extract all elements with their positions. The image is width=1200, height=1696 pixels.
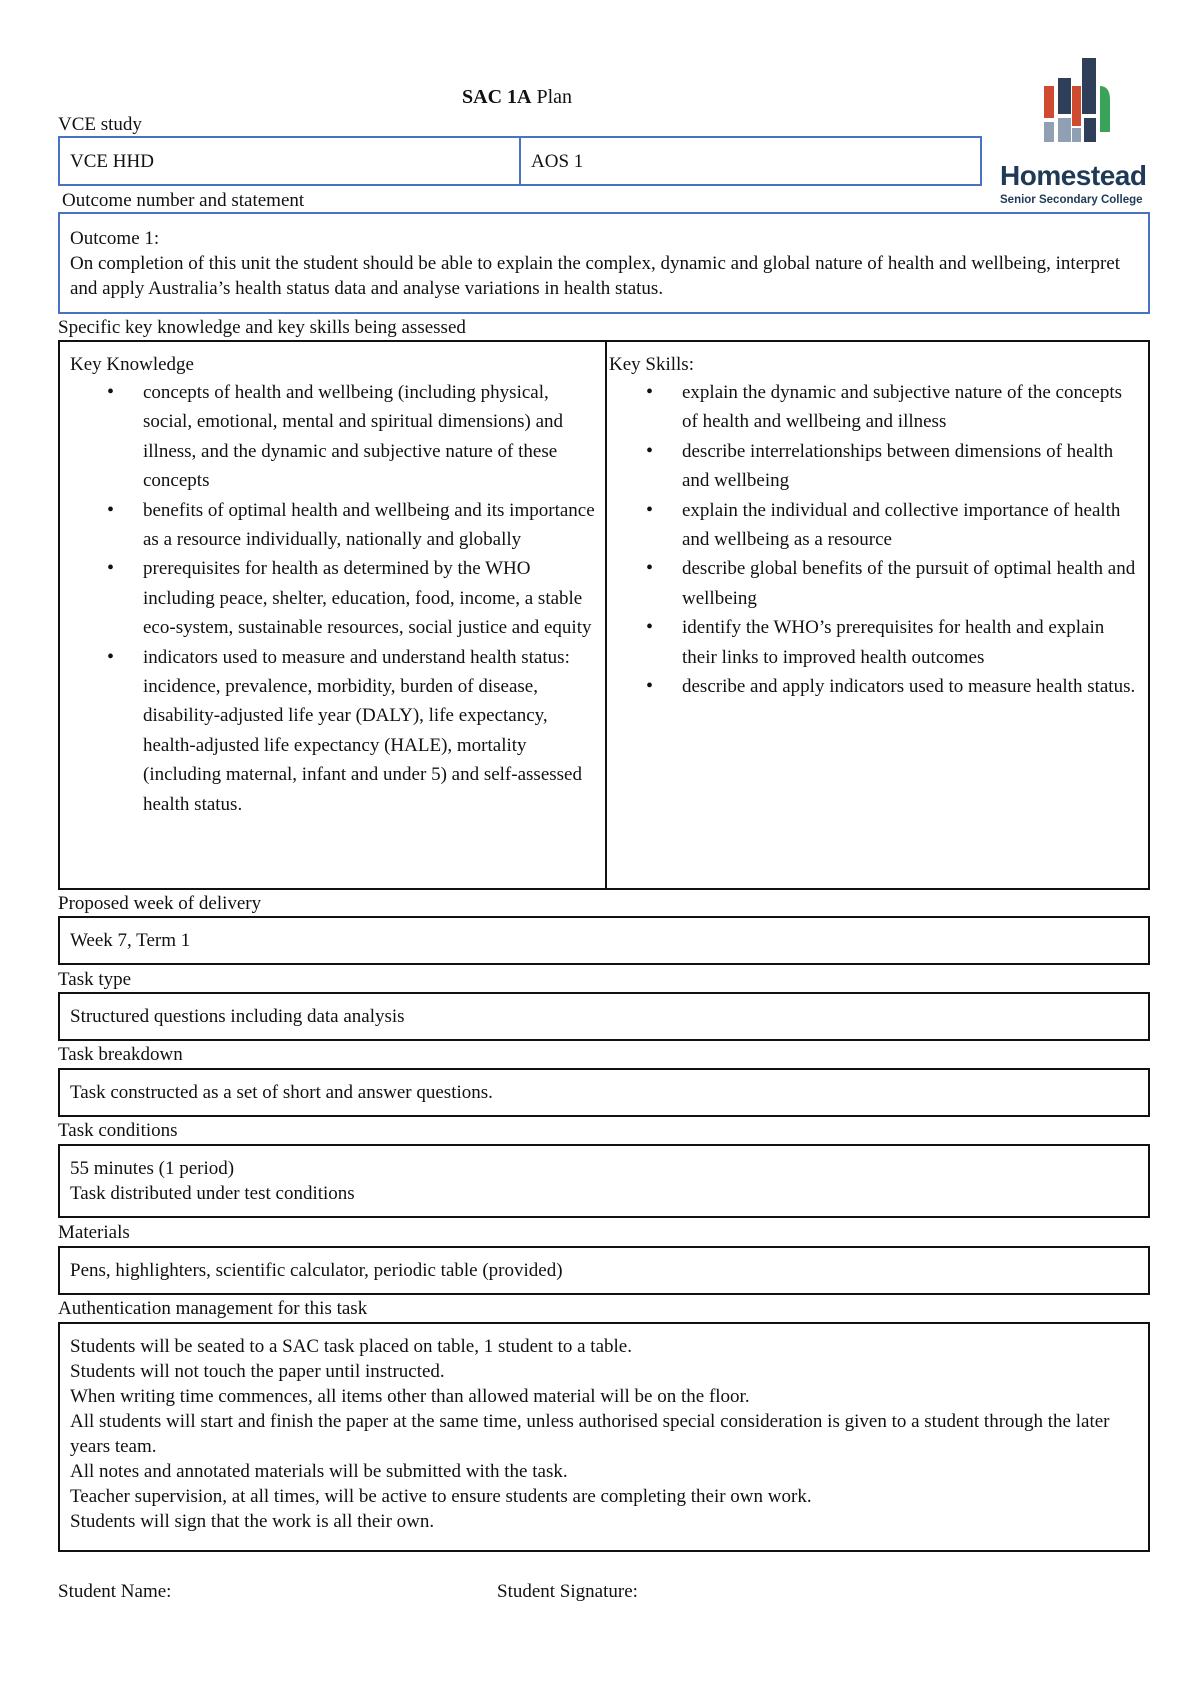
authentication-line: Students will not touch the paper until instructed. — [70, 1361, 445, 1382]
list-item: • describe and apply indicators used to measure health status. — [682, 672, 1138, 701]
outcome-statement: On completion of this unit the student should be able to explain the complex, dynamic and global nature of health and wellbeing, interpret and apply Australia’s health status data and analyse variations in health status. — [70, 253, 1121, 299]
materials-label: Materials — [58, 1222, 130, 1243]
key-knowledge-list — [70, 378, 595, 819]
task-type-box — [58, 992, 1150, 1041]
outcome-label: Outcome number and statement — [62, 190, 305, 211]
student-signature-label: Student Signature: — [497, 1581, 638, 1602]
page-title — [462, 86, 572, 109]
task-type-value: Structured questions including data analysis — [70, 1006, 405, 1027]
list-item: • explain the dynamic and subjective nature of the concepts of health and wellbeing and illness — [682, 378, 1138, 437]
list-item: • concepts of health and wellbeing (including physical, social, emotional, mental and spiritual dimensions) and illness, and the dynamic and subjective nature of these concepts — [143, 378, 595, 496]
school-logo — [998, 56, 1168, 206]
vce-study-row — [58, 136, 982, 186]
student-name-label: Student Name: — [58, 1581, 172, 1602]
authentication-line: All notes and annotated materials will be submitted with the task. — [70, 1461, 568, 1482]
authentication-line: Students will be seated to a SAC task placed on table, 1 student to a table. — [70, 1336, 632, 1357]
list-item: • describe global benefits of the pursuit of optimal health and wellbeing — [682, 554, 1138, 613]
authentication-line: All students will start and finish the paper at the same time, unless authorised special consideration is given to a student through the later years team. — [70, 1411, 1110, 1457]
key-skills-list — [609, 378, 1138, 701]
task-condition-line: Task distributed under test conditions — [70, 1183, 355, 1204]
authentication-line: Teacher supervision, at all times, will be active to ensure students are completing their own work. — [70, 1486, 812, 1507]
outcome-box — [58, 212, 1150, 314]
week-label: Proposed week of delivery — [58, 893, 262, 914]
logo-subtitle: Senior Secondary College — [1000, 194, 1143, 206]
task-breakdown-box — [58, 1068, 1150, 1117]
materials-value: Pens, highlighters, scientific calculator, periodic table (provided) — [70, 1260, 563, 1281]
aos-value: AOS 1 — [519, 138, 980, 184]
title-rest: Plan — [536, 86, 573, 108]
key-knowledge-column — [60, 342, 607, 888]
vce-study-value: VCE HHD — [70, 151, 154, 172]
knowledge-skills-table — [58, 340, 1150, 890]
list-item: • explain the individual and collective importance of health and wellbeing as a resource — [682, 496, 1138, 555]
vce-study-label: VCE study — [58, 114, 142, 135]
task-breakdown-label: Task breakdown — [58, 1044, 183, 1065]
key-skills-heading: Key Skills: — [609, 354, 694, 375]
authentication-box — [58, 1322, 1150, 1552]
specific-label: Specific key knowledge and key skills being assessed — [58, 317, 466, 338]
task-breakdown-value: Task constructed as a set of short and answer questions. — [70, 1082, 493, 1103]
week-box — [58, 916, 1150, 965]
task-type-label: Task type — [58, 969, 132, 990]
list-item: • describe interrelationships between dimensions of health and wellbeing — [682, 437, 1138, 496]
logo-mark-icon — [1038, 56, 1158, 156]
list-item: • prerequisites for health as determined by the WHO including peace, shelter, education, food, income, a stable eco-system, sustainable resources, social justice and equity — [143, 554, 595, 642]
outcome-heading: Outcome 1: — [70, 228, 160, 249]
authentication-label: Authentication management for this task — [58, 1298, 368, 1319]
materials-box — [58, 1246, 1150, 1295]
list-item: • indicators used to measure and understand health status: incidence, prevalence, morbidity, burden of disease, disability-adjusted life year (DALY), life expectancy, health-adjusted life expectancy (HALE), mortality (including maternal, infant and under 5) and self-assessed health status. — [143, 643, 595, 819]
task-condition-line: 55 minutes (1 period) — [70, 1158, 235, 1179]
logo-name: Homestead — [1000, 160, 1147, 191]
task-conditions-box — [58, 1144, 1150, 1218]
task-conditions-label: Task conditions — [58, 1120, 178, 1141]
authentication-line: When writing time commences, all items other than allowed material will be on the floor. — [70, 1386, 750, 1407]
title-bold: SAC 1A — [462, 86, 532, 108]
authentication-line: Students will sign that the work is all their own. — [70, 1511, 435, 1532]
list-item: • benefits of optimal health and wellbeing and its importance as a resource individually, nationally and globally — [143, 496, 595, 555]
list-item: • identify the WHO’s prerequisites for health and explain their links to improved health outcomes — [682, 613, 1138, 672]
week-value: Week 7, Term 1 — [70, 930, 191, 951]
key-skills-column — [607, 342, 1148, 888]
key-knowledge-heading: Key Knowledge — [70, 354, 194, 375]
